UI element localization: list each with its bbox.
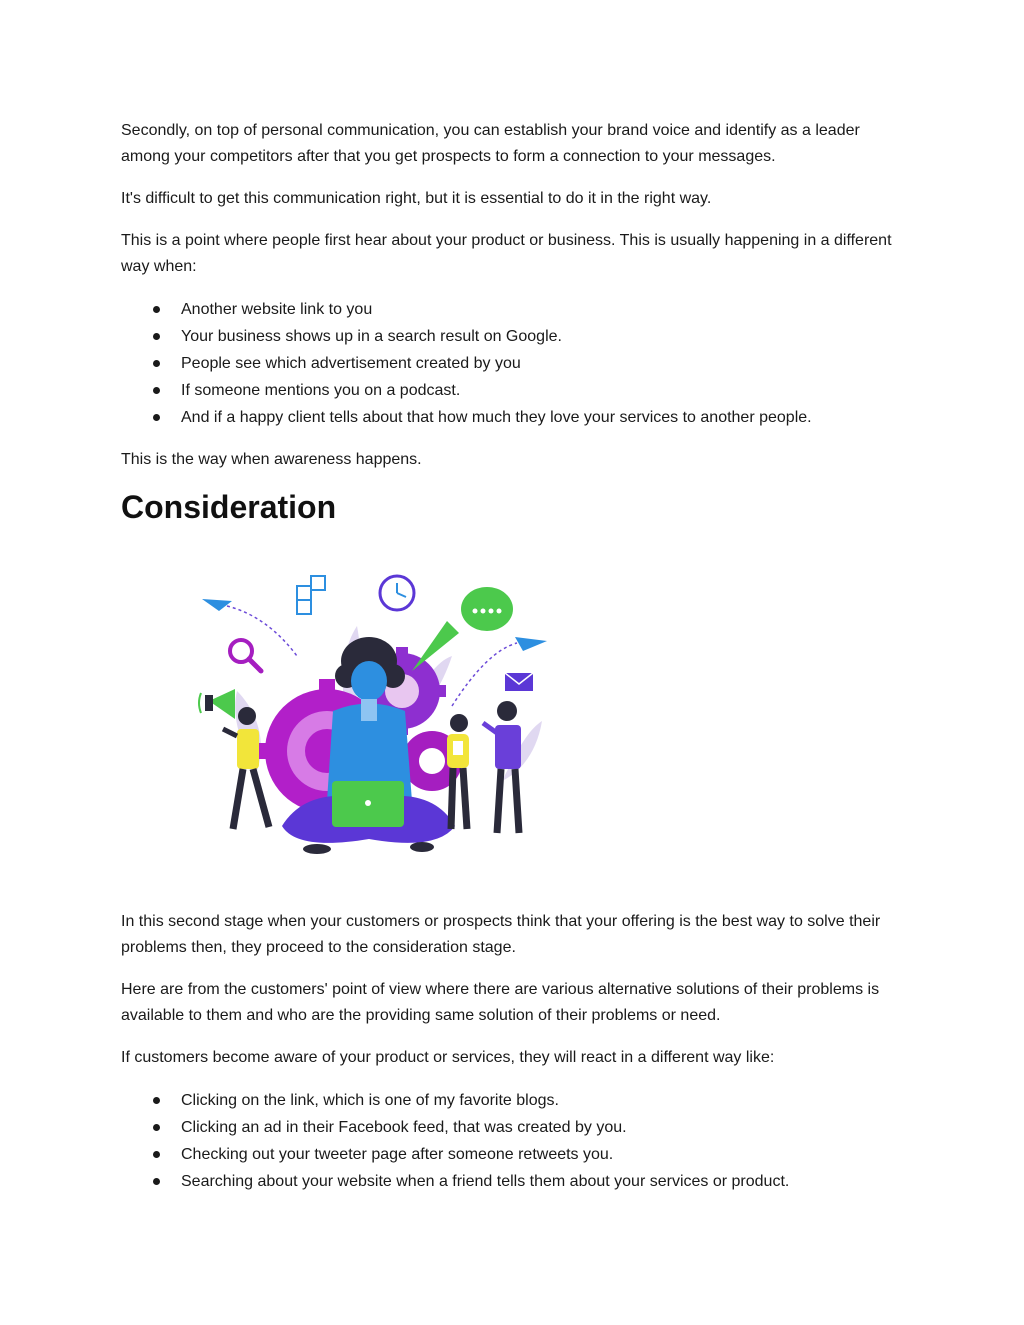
list-item: Another website link to you — [121, 296, 911, 323]
clock-icon — [380, 576, 414, 610]
consideration-list — [121, 1087, 911, 1195]
person-illustration — [483, 701, 521, 833]
list-item: Clicking an ad in their Facebook feed, that was created by you. — [121, 1114, 911, 1141]
list-item: And if a happy client tells about that how much they love your services to another people. — [121, 404, 911, 431]
list-item: Searching about your website when a friend tells them about your services or product. — [121, 1168, 911, 1195]
search-icon — [230, 640, 261, 671]
list-item: If someone mentions you on a podcast. — [121, 377, 911, 404]
awareness-list — [121, 296, 911, 431]
document-content — [121, 118, 911, 1195]
paper-plane-icon — [202, 599, 232, 611]
chat-bubble-icon — [412, 587, 513, 671]
envelope-icon — [505, 673, 533, 691]
list-item: People see which advertisement created by you — [121, 350, 911, 377]
consideration-paragraph-3: If customers become aware of your product or services, they will react in a different way like: — [121, 1049, 775, 1066]
awareness-closing: This is the way when awareness happens. — [121, 451, 422, 468]
list-item: Your business shows up in a search result on Google. — [121, 323, 911, 350]
puzzle-icon — [297, 576, 325, 614]
consideration-paragraph-2: Here are from the customers' point of view where there are various alternative solutions of their problems is available to them and who are the providing same solution of their problems or need. — [121, 981, 880, 1024]
megaphone-icon — [199, 689, 235, 719]
intro-paragraph-3: This is a point where people first hear about your product or business. This is usually happening in a different way when: — [121, 232, 892, 275]
paper-plane-icon — [515, 637, 547, 651]
consideration-illustration — [197, 571, 553, 863]
intro-paragraph-2: It's difficult to get this communication right, but it is essential to do it in the right way. — [121, 190, 712, 207]
consideration-paragraph-1: In this second stage when your customers or prospects think that your offering is the best way to solve their problems then, they proceed to the consideration stage. — [121, 913, 881, 956]
list-item: Clicking on the link, which is one of my favorite blogs. — [121, 1087, 911, 1114]
list-item: Checking out your tweeter page after someone retweets you. — [121, 1141, 911, 1168]
section-heading: Consideration — [121, 489, 337, 525]
intro-paragraph-1: Secondly, on top of personal communication, you can establish your brand voice and identify as a leader among your competitors after that you get prospects to form a connection to your messages. — [121, 122, 860, 165]
